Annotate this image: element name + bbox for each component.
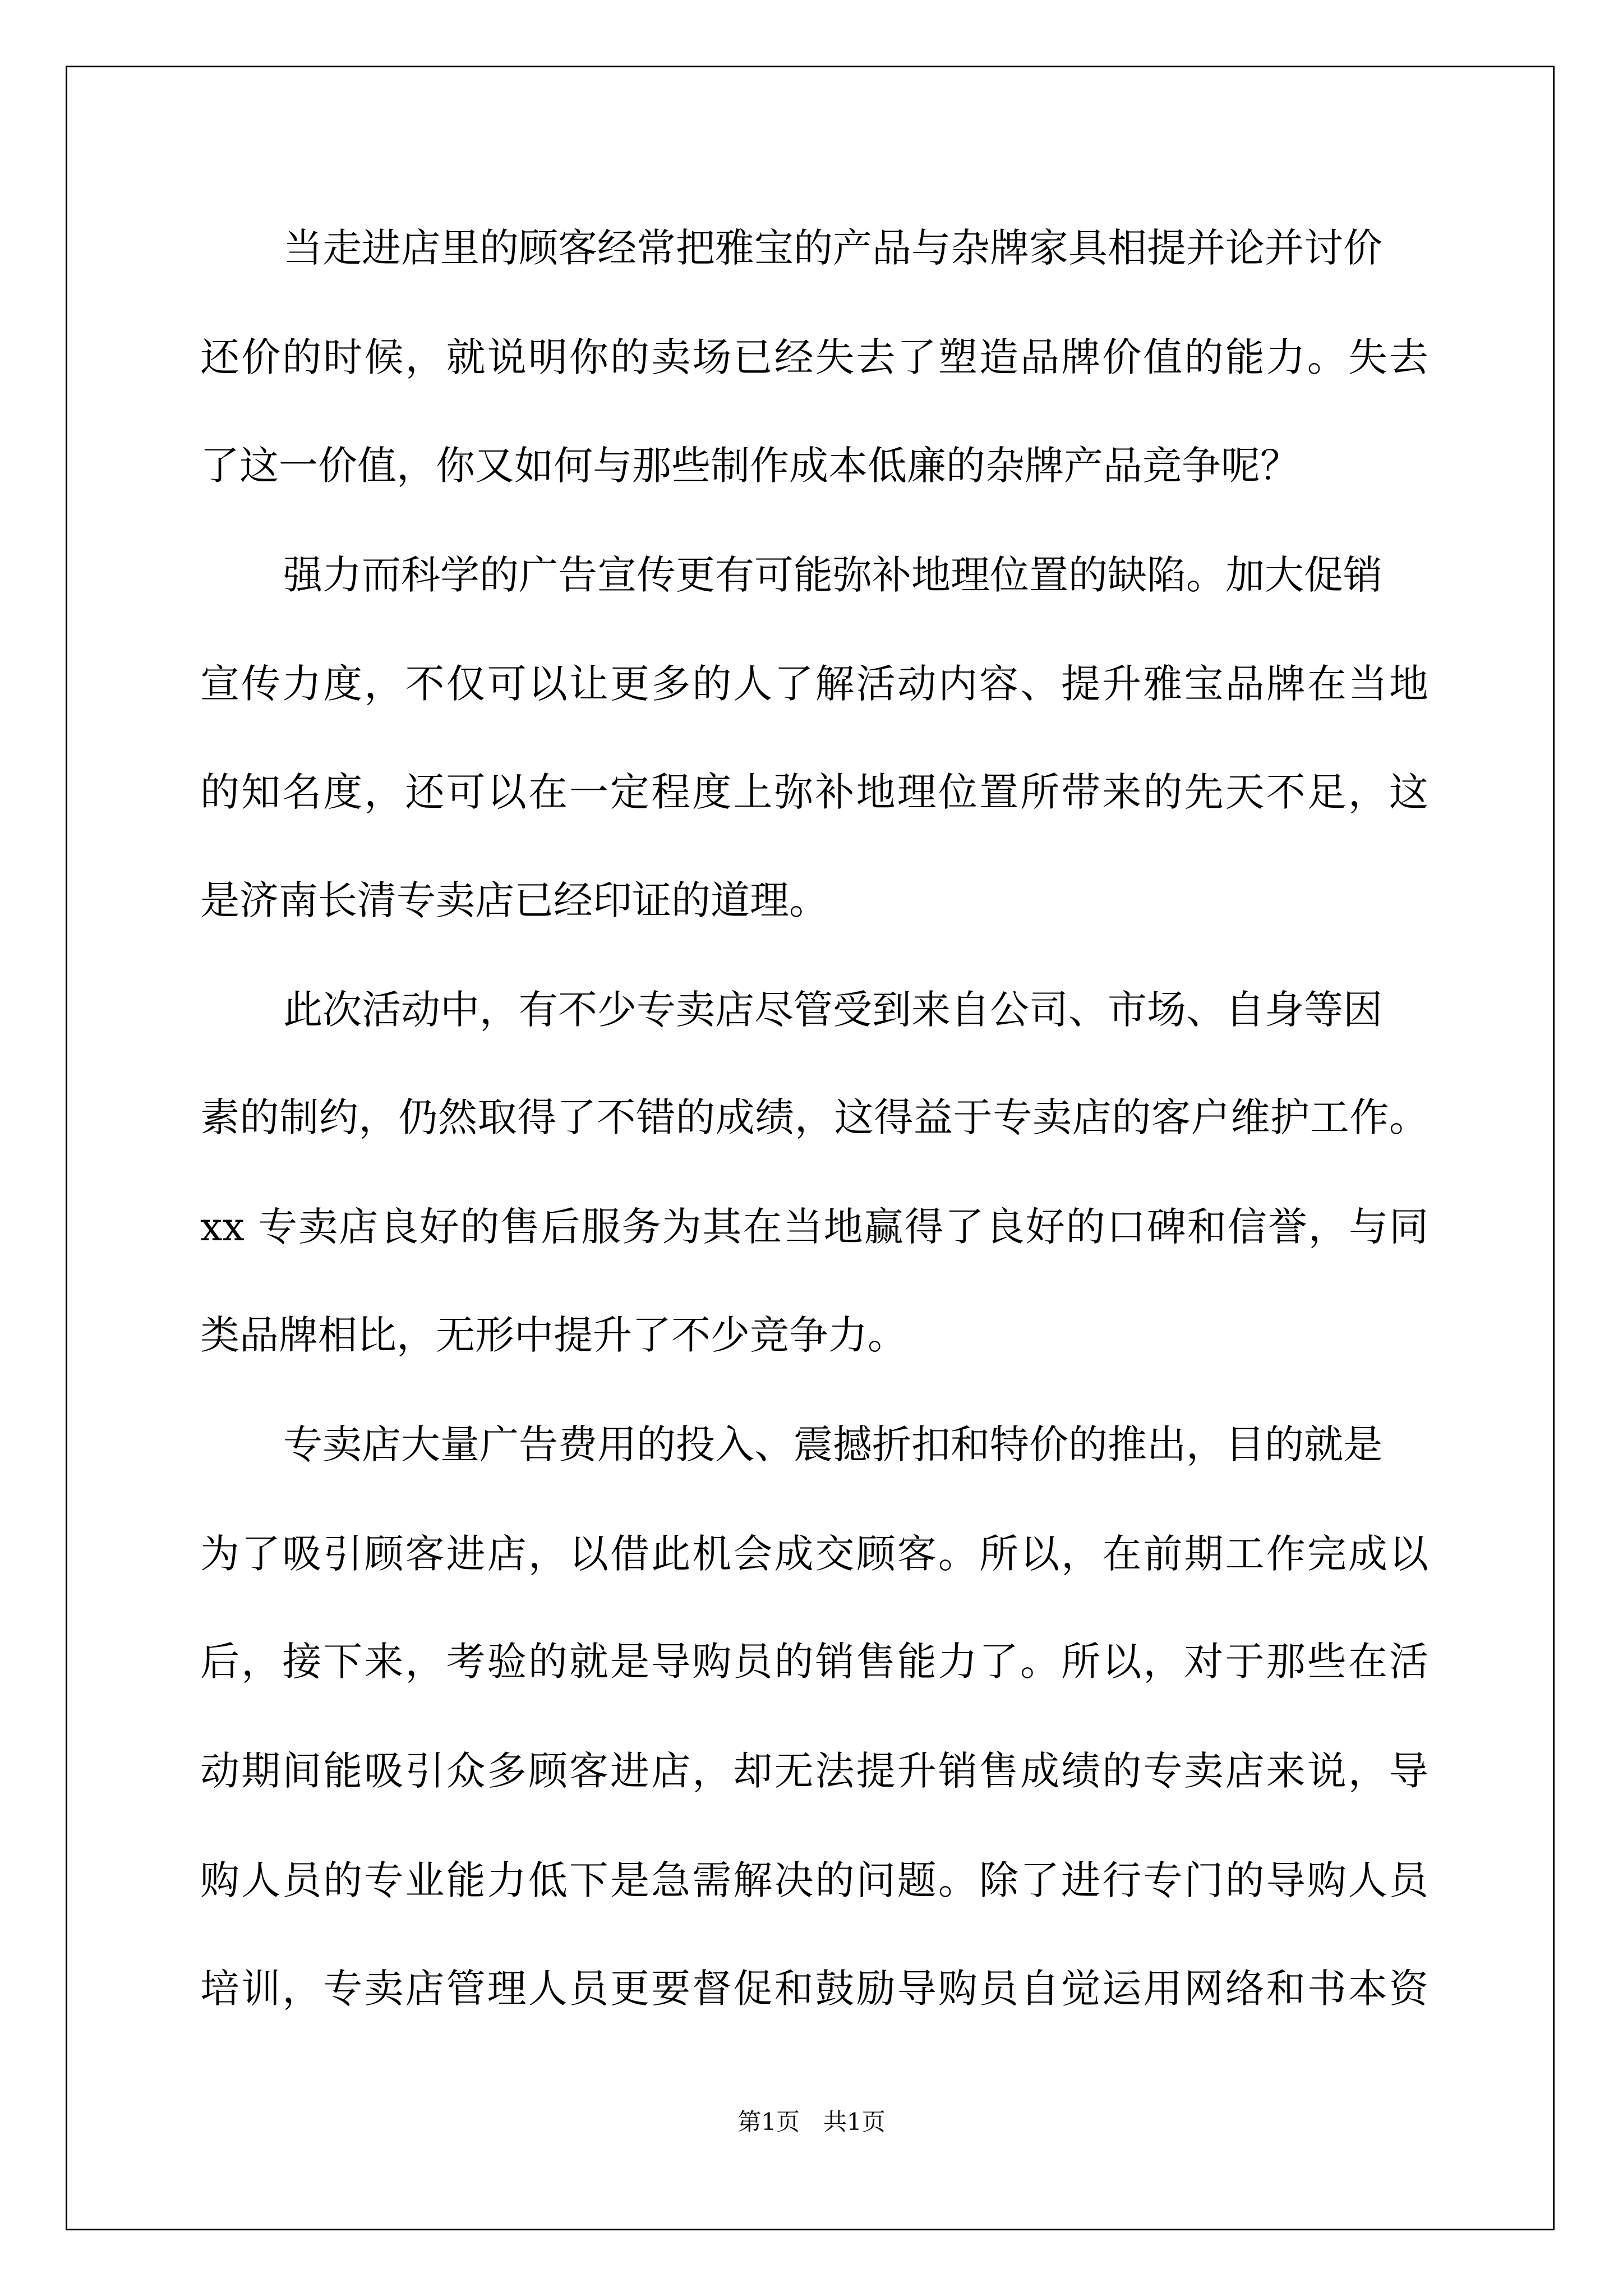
text-line: 培训，专卖店管理人员更要督促和鼓励导购员自觉运用网络和书本资 xyxy=(200,1966,1428,2012)
text-line: 动期间能吸引众多顾客进店，却无法提升销售成绩的专卖店来说，导 xyxy=(200,1748,1428,1794)
text-line: 专卖店大量广告费用的投入、震撼折扣和特价的推出，目的就是 xyxy=(283,1421,1382,1467)
text-line: 了这一价值，你又如何与那些制作成本低廉的杂牌产品竞争呢？ xyxy=(200,443,1299,489)
text-line: 宣传力度，不仅可以让更多的人了解活动内容、提升雅宝品牌在当地 xyxy=(200,661,1428,707)
text-line: 类品牌相比，无形中提升了不少竞争力。 xyxy=(200,1312,907,1358)
text-line: xx 专卖店良好的售后服务为其在当地赢得了良好的口碑和信誉，与同 xyxy=(200,1204,1428,1250)
text-line: 素的制约，仍然取得了不错的成绩，这得益于专卖店的客户维护工作。 xyxy=(200,1094,1428,1140)
text-line: 为了吸引顾客进店，以借此机会成交顾客。所以，在前期工作完成以 xyxy=(200,1531,1428,1577)
text-line: 强力而科学的广告宣传更有可能弥补地理位置的缺陷。加大促销 xyxy=(283,552,1382,598)
text-line: 还价的时候，就说明你的卖场已经失去了塑造品牌价值的能力。失去 xyxy=(200,334,1428,380)
text-line: 当走进店里的顾客经常把雅宝的产品与杂牌家具相提并论并讨价 xyxy=(283,225,1382,271)
text-line: 的知名度，还可以在一定程度上弥补地理位置所带来的先天不足，这 xyxy=(200,769,1428,815)
text-line: 此次活动中，有不少专卖店尽管受到来自公司、市场、自身等因 xyxy=(283,987,1382,1033)
text-line: 是济南长清专卖店已经印证的道理。 xyxy=(200,877,828,923)
text-line: 购人员的专业能力低下是急需解决的问题。除了进行专门的导购人员 xyxy=(200,1857,1428,1903)
text-line: 后，接下来，考验的就是导购员的销售能力了。所以，对于那些在活 xyxy=(200,1639,1428,1685)
page-number: 第1页 共1页 xyxy=(737,2108,886,2136)
